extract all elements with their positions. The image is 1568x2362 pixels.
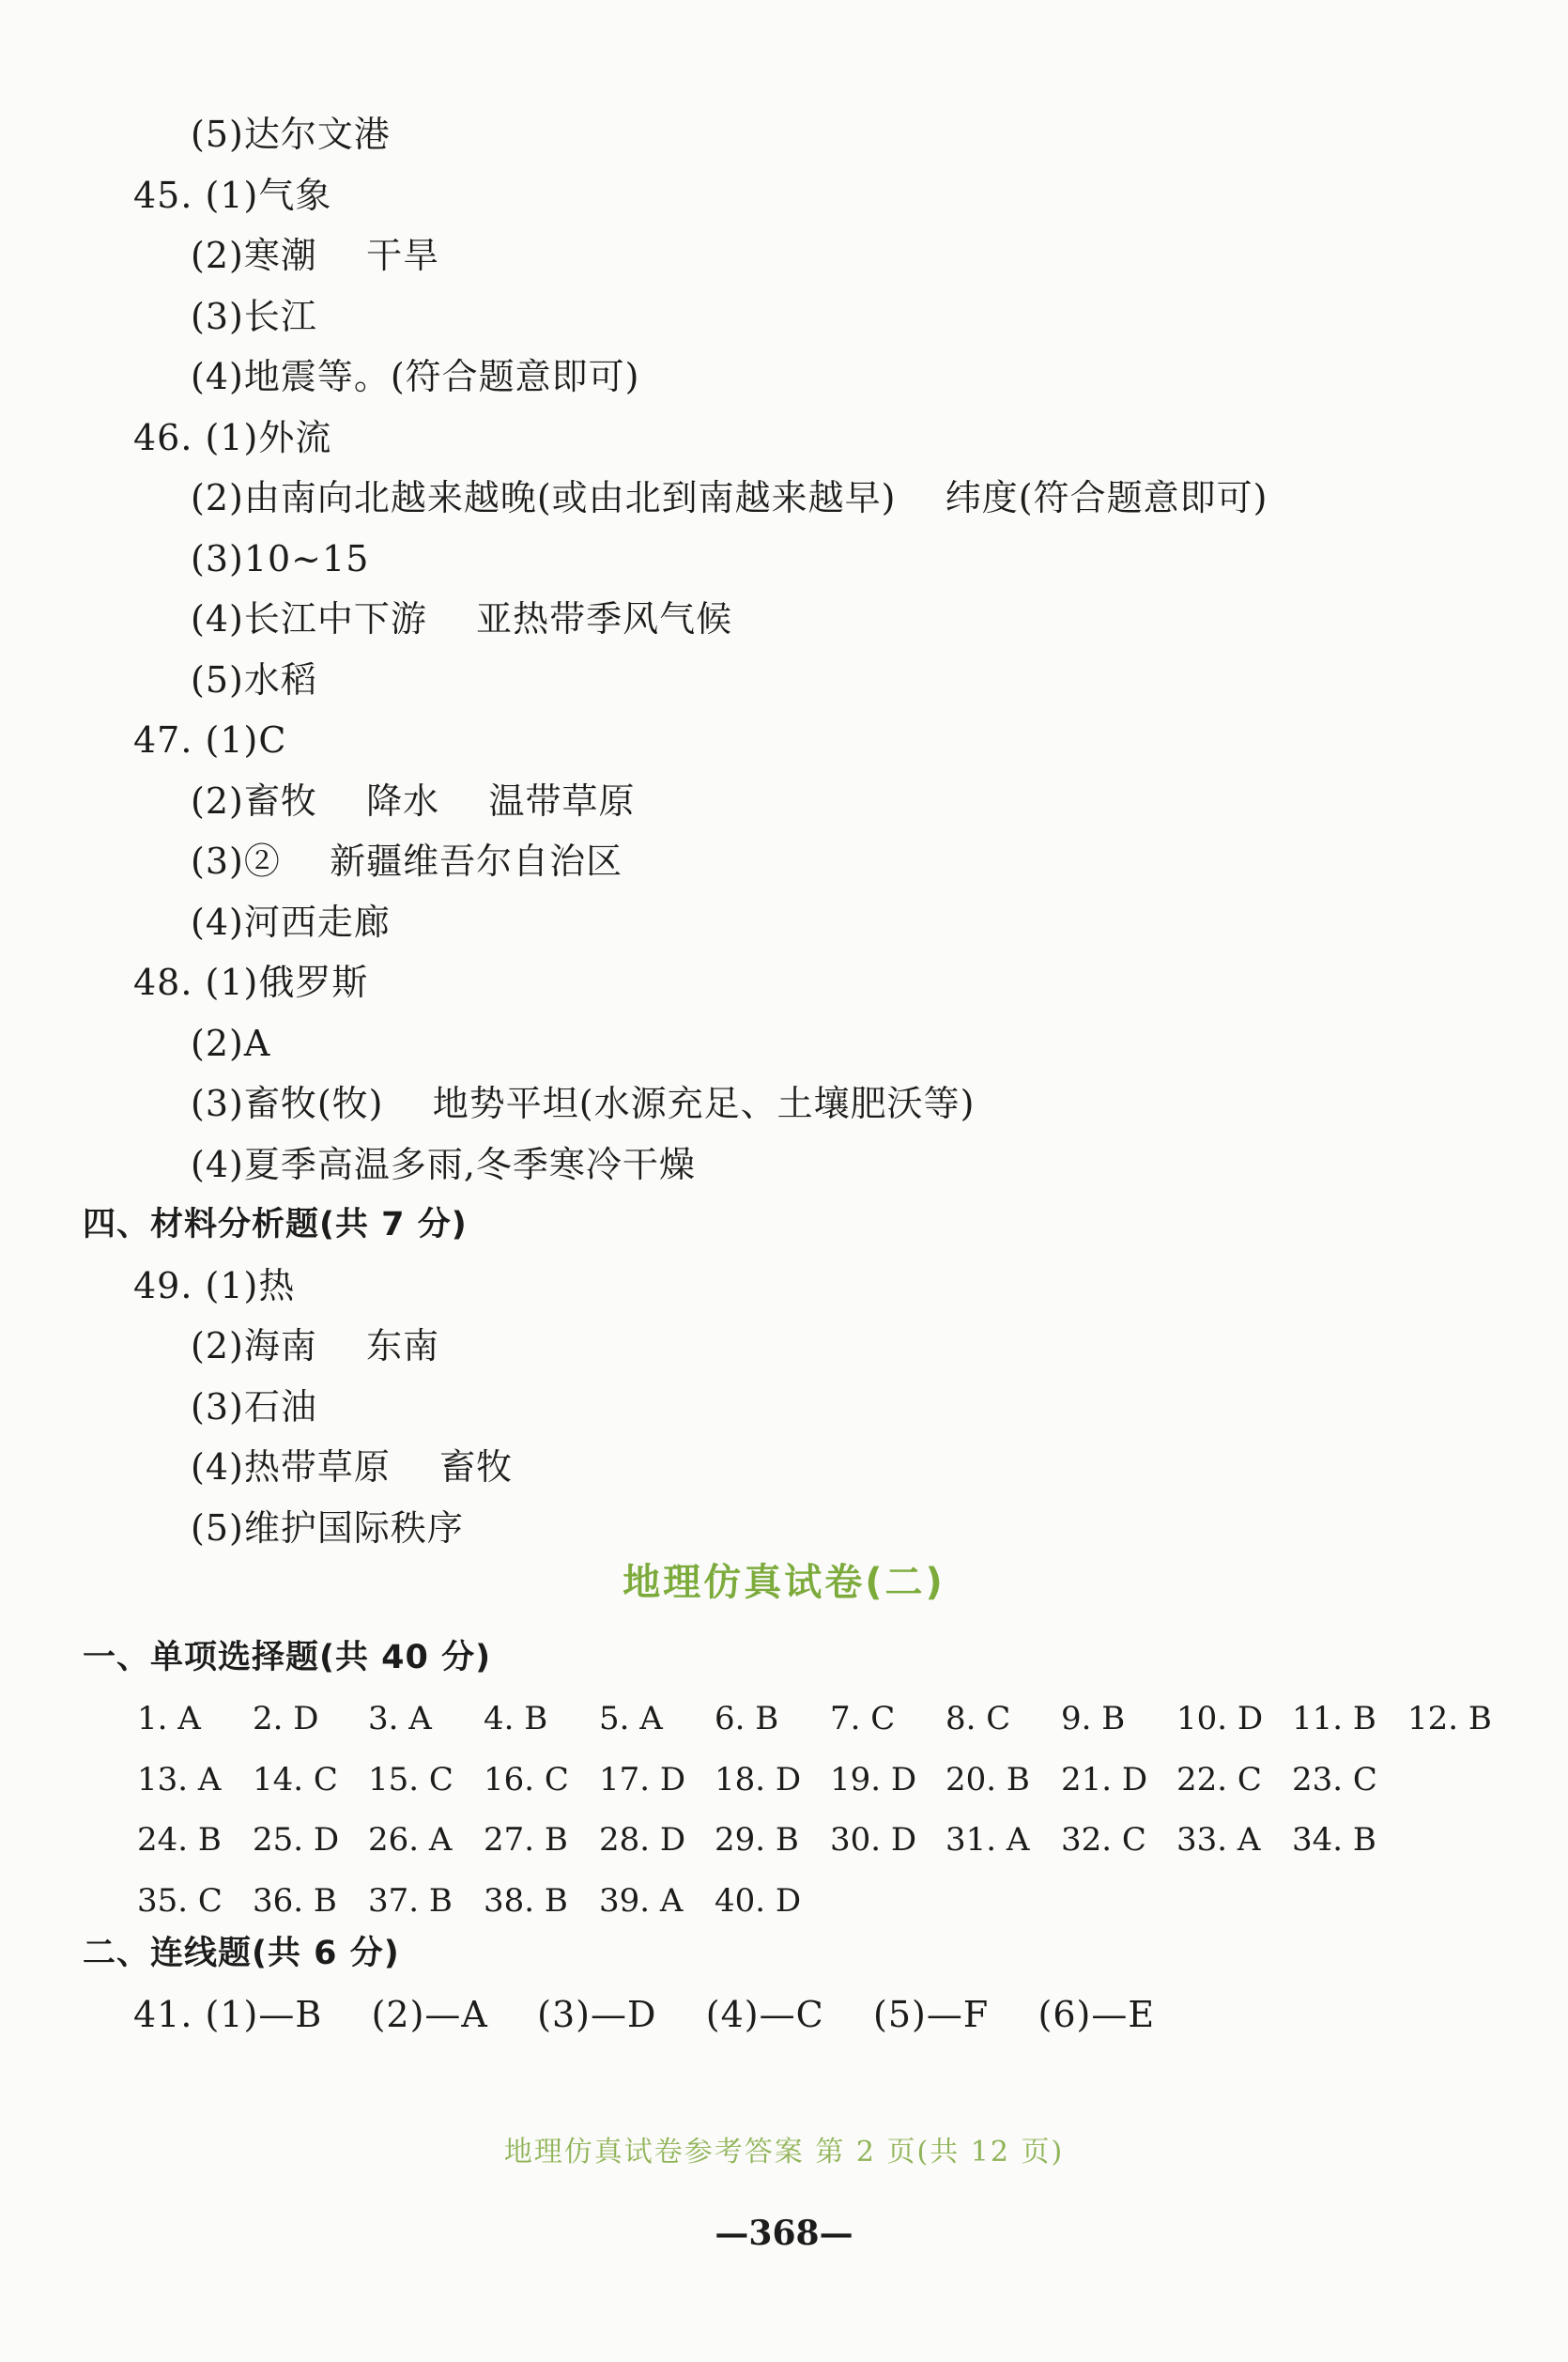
answer-line: (5)达尔文港	[191, 114, 391, 155]
answer-item: 4. B	[484, 1700, 548, 1737]
answer-item: 40. D	[715, 1881, 802, 1920]
answer-item: 29. B	[715, 1821, 799, 1859]
answer-item: 25. D	[253, 1821, 340, 1859]
answer-line: (3)长江	[191, 295, 317, 337]
answer-line: (3)② 新疆维吾尔自治区	[191, 841, 623, 882]
answer-item: 26. A	[368, 1821, 453, 1859]
answer-line: 45. (1)气象	[133, 174, 332, 216]
answer-line: 48. (1)俄罗斯	[133, 962, 369, 1003]
answer-line: (4)河西走廊	[191, 901, 391, 943]
answer-item: 6. B	[715, 1700, 779, 1737]
answer-line: (4)夏季高温多雨,冬季寒冷干燥	[191, 1143, 696, 1185]
answer-item: 1. A	[137, 1700, 201, 1737]
answer-item: 31. A	[945, 1821, 1030, 1859]
answer-item: 34. B	[1292, 1821, 1376, 1859]
answer-item: 5. A	[599, 1700, 663, 1737]
answer-item: 12. B	[1407, 1700, 1492, 1737]
answer-item: 36. B	[253, 1881, 337, 1920]
answer-item: 24. B	[137, 1821, 222, 1859]
answer-item: 18. D	[715, 1760, 802, 1799]
answer-item: 38. B	[484, 1881, 568, 1920]
answer-item: 11. B	[1292, 1700, 1376, 1737]
q41-answer: 41. (1)—B (2)—A (3)—D (4)—C (5)—F (6)—E	[133, 1994, 1156, 2035]
answer-line: 47. (1)C	[133, 719, 287, 761]
section-heading-single-choice: 一、单项选择题(共 40 分)	[83, 1639, 492, 1676]
answer-line: 49. (1)热	[133, 1264, 296, 1306]
answer-item: 13. A	[137, 1760, 222, 1799]
answer-line: (4)热带草原 畜牧	[191, 1446, 514, 1488]
answer-item: 35. C	[137, 1881, 223, 1920]
answer-item: 2. D	[253, 1700, 319, 1737]
answer-item: 15. C	[368, 1760, 453, 1799]
answer-item: 14. C	[253, 1760, 338, 1799]
answer-line: (3)石油	[191, 1385, 317, 1428]
answer-item: 37. B	[368, 1881, 453, 1920]
answer-item: 8. C	[945, 1700, 1011, 1737]
answer-line: (5)水稻	[191, 658, 317, 701]
answer-item: 28. D	[599, 1821, 686, 1859]
answer-line: (2)海南 东南	[191, 1325, 440, 1366]
exam-title: 地理仿真试卷(二)	[623, 1561, 945, 1604]
answer-item: 33. A	[1176, 1821, 1261, 1859]
answer-line: (2)畜牧 降水 温带草原	[191, 780, 636, 822]
answer-line: (2)寒潮 干旱	[191, 235, 440, 276]
answer-item: 21. D	[1061, 1760, 1148, 1799]
answer-line: 46. (1)外流	[133, 416, 332, 458]
answer-item: 9. B	[1061, 1700, 1126, 1737]
answer-line: (3)畜牧(牧) 地势平坦(水源充足、土壤肥沃等)	[191, 1083, 976, 1124]
answer-item: 16. C	[484, 1760, 569, 1799]
answer-item: 17. D	[599, 1760, 686, 1799]
answer-item: 32. C	[1061, 1821, 1146, 1859]
answer-line: (5)维护国际秩序	[191, 1506, 464, 1549]
answer-item: 7. C	[830, 1700, 896, 1737]
page-footer: 地理仿真试卷参考答案 第 2 页(共 12 页)	[503, 2136, 1065, 2169]
answer-line: (4)长江中下游 亚热带季风气候	[191, 598, 733, 640]
section-heading: 四、材料分析题(共 7 分)	[83, 1206, 468, 1243]
answer-item: 3. A	[368, 1700, 432, 1737]
answer-item: 10. D	[1176, 1700, 1264, 1737]
answer-line: (2)A	[191, 1022, 271, 1064]
answer-item: 19. D	[830, 1760, 917, 1799]
page-number: —368—	[715, 2214, 853, 2253]
section-heading-matching: 二、连线题(共 6 分)	[83, 1935, 400, 1972]
answer-item: 22. C	[1176, 1760, 1262, 1799]
answer-item: 20. B	[945, 1760, 1030, 1799]
answer-line: (2)由南向北越来越晚(或由北到南越来越早) 纬度(符合题意即可)	[191, 477, 1268, 518]
answer-line: (4)地震等。(符合题意即可)	[191, 356, 640, 397]
answer-item: 23. C	[1292, 1760, 1377, 1799]
answer-line: (3)10~15	[191, 537, 370, 579]
answer-item: 39. A	[599, 1881, 684, 1920]
answer-item: 30. D	[830, 1821, 917, 1859]
answer-item: 27. B	[484, 1821, 568, 1859]
